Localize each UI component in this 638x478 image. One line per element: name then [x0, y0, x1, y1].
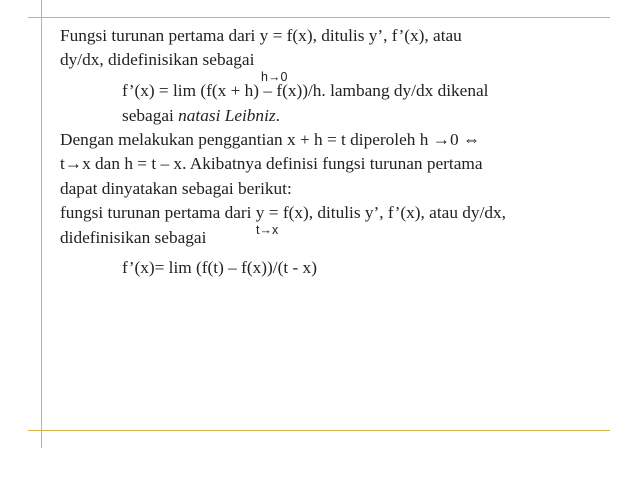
text-line-1: Fungsi turunan pertama dari y = f(x), ditulis y’, f’(x), atau: [60, 26, 462, 45]
limit-subscript-t: t→x: [256, 223, 279, 237]
bottom-rule: [28, 430, 610, 431]
text-line-9: didefinisikan sebagai: [60, 228, 207, 247]
text-line-4: [122, 107, 280, 124]
limit-subscript-h: h→0: [261, 70, 288, 84]
text-line-6: t→x dan h = t – x. Akibatnya definisi fungsi turunan pertama: [60, 154, 483, 173]
leibniz-suffix: .: [275, 106, 280, 125]
definition-formula: f’(x) = lim (f(x + h) – f(x))/h. lambang dy/dx dikenal: [122, 81, 489, 100]
alternative-formula: f’(x)= lim (f(t) – f(x))/(t - x): [122, 258, 317, 277]
left-rule: [41, 0, 42, 448]
top-rule: [28, 17, 610, 18]
text-line-5: Dengan melakukan penggantian x + h = t diperoleh h →0 ⇔: [60, 130, 481, 149]
text-line-2: dy/dx, didefinisikan sebagai: [60, 50, 255, 69]
leibniz-prefix: sebagai: [122, 106, 179, 125]
text-line-8: fungsi turunan pertama dari y = f(x), ditulis y’, f’(x), atau dy/dx,: [60, 203, 506, 222]
text-line-7: dapat dinyatakan sebagai berikut:: [60, 179, 292, 198]
leibniz-term: natasi Leibniz: [178, 106, 276, 125]
